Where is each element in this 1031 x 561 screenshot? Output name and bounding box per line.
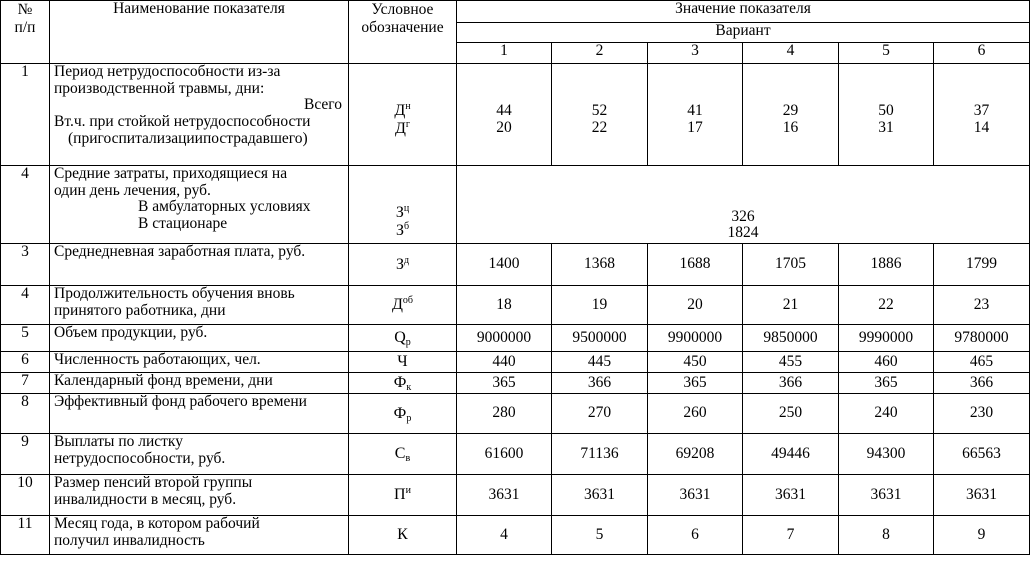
table-row [1, 434, 1030, 475]
row-value: 280 [457, 394, 552, 434]
row-name-line: Размер пенсий второй группы [54, 474, 253, 491]
header-variant: Вариант [457, 23, 1030, 43]
table-row [1, 244, 1030, 286]
header-name: Наименование показателя [50, 1, 349, 64]
row-value: 23 [934, 286, 1030, 325]
row-value: 1368 [552, 244, 648, 286]
header-symbol-label: Условное обозначение [361, 1, 444, 36]
row-symbol: $Ф_р$ [349, 394, 457, 434]
row-name [50, 166, 349, 244]
row-name [50, 516, 349, 555]
row-symbol: $Д^{об}$ [349, 286, 457, 325]
row-name [50, 352, 349, 373]
row-value: 3631 [457, 475, 552, 516]
header-num-label: № п/п [14, 1, 36, 36]
row-value: 1799 [934, 244, 1030, 286]
row-name-line: получил инвалидность [54, 531, 205, 549]
table-row [1, 325, 1030, 352]
row-num: 8 [1, 394, 50, 434]
row-sub-label: В стационаре [138, 215, 228, 233]
row-value: 4 [457, 516, 552, 555]
row-symbol: К [349, 516, 457, 555]
row-name-line: Продолжительность обучения вновь [54, 285, 295, 302]
header-variant-3: 3 [648, 43, 743, 64]
row-value: 440 [457, 352, 552, 373]
header-variant-4: 4 [743, 43, 839, 64]
row-name-line: Выплаты по листку [54, 433, 183, 450]
row-num: 10 [1, 475, 50, 516]
row-value: 9500000 [552, 325, 648, 352]
row-sub-label: (пригоспитализациипострадавшего) [68, 129, 308, 147]
row-value: 3631 [743, 475, 839, 516]
row-value: 365 [648, 373, 743, 394]
row-num: 11 [1, 516, 50, 555]
row-name [50, 373, 349, 394]
row-name [50, 286, 349, 325]
row-name-line: Месяц года, в котором рабочий [54, 515, 260, 532]
row-value: 50 31 [839, 64, 934, 166]
row-value: 365 [839, 373, 934, 394]
row-name-line: Период нетрудоспособности из-за [54, 63, 281, 80]
symbol-total: $Д^н$ [394, 100, 411, 119]
table-row [1, 352, 1030, 373]
row-value: 71136 [552, 434, 648, 475]
row-value: 460 [839, 352, 934, 373]
table-row [1, 64, 1030, 166]
row-num: 6 [1, 352, 50, 373]
table-row [1, 475, 1030, 516]
row-value: 3631 [934, 475, 1030, 516]
row-value: 230 [934, 394, 1030, 434]
symbol-outpatient: $З^ц$ [395, 202, 410, 221]
row-value: 61600 [457, 434, 552, 475]
row-name-line: Среднедневная заработная плата, руб. [54, 243, 306, 260]
header-variant-6: 6 [934, 43, 1030, 64]
row-value: 9990000 [839, 325, 934, 352]
row-name-line: Эффективный фонд рабочего времени [54, 393, 307, 410]
header-variant-5: 5 [839, 43, 934, 64]
row-value: 9780000 [934, 325, 1030, 352]
row-name-line: Объем продукции, руб. [54, 324, 208, 341]
row-num: 3 [1, 244, 50, 286]
row-value: 240 [839, 394, 934, 434]
row-value: 37 14 [934, 64, 1030, 166]
row-value: 3631 [839, 475, 934, 516]
row-sub-label: Вт.ч. при стойкой нетрудоспособности [54, 113, 311, 131]
row-value: 270 [552, 394, 648, 434]
row-name [50, 475, 349, 516]
row-value: 7 [743, 516, 839, 555]
row-name-line: нетрудоспособности, руб. [54, 449, 226, 467]
row-value: 19 [552, 286, 648, 325]
row-symbol: $Ф_к$ [349, 373, 457, 394]
row-value: 3631 [552, 475, 648, 516]
row-num: 4 [1, 166, 50, 244]
row-value: 250 [743, 394, 839, 434]
row-value: 9 [934, 516, 1030, 555]
row-name-line: инвалидности в месяц, руб. [54, 490, 237, 508]
row-num: 7 [1, 373, 50, 394]
row-value: 3631 [648, 475, 743, 516]
row-name [50, 394, 349, 434]
row-value: 1705 [743, 244, 839, 286]
row-value: 6 [648, 516, 743, 555]
row-value: 52 22 [552, 64, 648, 166]
row-value: 18 [457, 286, 552, 325]
row-num: 9 [1, 434, 50, 475]
row-num: 5 [1, 325, 50, 352]
row-value: 5 [552, 516, 648, 555]
row-value: 365 [457, 373, 552, 394]
value-inpatient: 1824 [727, 224, 759, 242]
header-value-group: Значение показателя [457, 1, 1030, 23]
row-symbol [349, 166, 457, 244]
header-variant-1: 1 [457, 43, 552, 64]
row-value: 69208 [648, 434, 743, 475]
table-row [1, 166, 1030, 244]
row-value: 49446 [743, 434, 839, 475]
header-num [1, 1, 50, 64]
row-name-line: принятого работника, дни [54, 301, 226, 319]
row-name-line: один день лечения, руб. [54, 181, 211, 199]
row-name [50, 64, 349, 166]
row-value: 9900000 [648, 325, 743, 352]
row-name-line: Календарный фонд времени, дни [54, 372, 273, 389]
row-value: 21 [743, 286, 839, 325]
row-sub-label: В амбулаторных условиях [138, 198, 311, 216]
row-value: 20 [648, 286, 743, 325]
table-row [1, 286, 1030, 325]
row-value: 41 17 [648, 64, 743, 166]
row-num: 1 [1, 64, 50, 166]
row-value: 8 [839, 516, 934, 555]
row-value: 1688 [648, 244, 743, 286]
table-row [1, 373, 1030, 394]
row-value: 366 [743, 373, 839, 394]
row-value: 9000000 [457, 325, 552, 352]
symbol-inpatient: $З^б$ [395, 220, 410, 239]
row-value: 44 20 [457, 64, 552, 166]
row-value: 66563 [934, 434, 1030, 475]
row-symbol: $П^и$ [349, 475, 457, 516]
row-name [50, 434, 349, 475]
row-name-line: производственной травмы, дни: [54, 79, 265, 97]
row-name-line: Средние затраты, приходящиеся на [54, 165, 288, 182]
row-symbol: $З^д$ [349, 244, 457, 286]
row-value: 366 [552, 373, 648, 394]
row-value: 450 [648, 352, 743, 373]
value-outpatient: 326 [731, 207, 755, 225]
row-symbol: $С_в$ [349, 434, 457, 475]
row-value: 445 [552, 352, 648, 373]
row-value: 366 [934, 373, 1030, 394]
row-value: 455 [743, 352, 839, 373]
row-value: 1400 [457, 244, 552, 286]
row-value: 22 [839, 286, 934, 325]
row-sub-label: Всего [303, 96, 342, 114]
header-symbol [349, 1, 457, 64]
table-row [1, 516, 1030, 555]
row-name-line: Численность работающих, чел. [54, 351, 261, 368]
row-num: 4 [1, 286, 50, 325]
row-value: 1886 [839, 244, 934, 286]
row-value: 260 [648, 394, 743, 434]
header-variant-2: 2 [552, 43, 648, 64]
row-symbol [349, 64, 457, 166]
row-value: 29 16 [743, 64, 839, 166]
row-name [50, 244, 349, 286]
row-name [50, 325, 349, 352]
row-symbol: Ч [349, 352, 457, 373]
row-value: 465 [934, 352, 1030, 373]
row-value-merged [457, 166, 1030, 244]
row-symbol: $Q_р$ [349, 325, 457, 352]
table-row [1, 394, 1030, 434]
row-value: 94300 [839, 434, 934, 475]
symbol-permanent: $Д^г$ [394, 118, 411, 137]
row-value: 9850000 [743, 325, 839, 352]
